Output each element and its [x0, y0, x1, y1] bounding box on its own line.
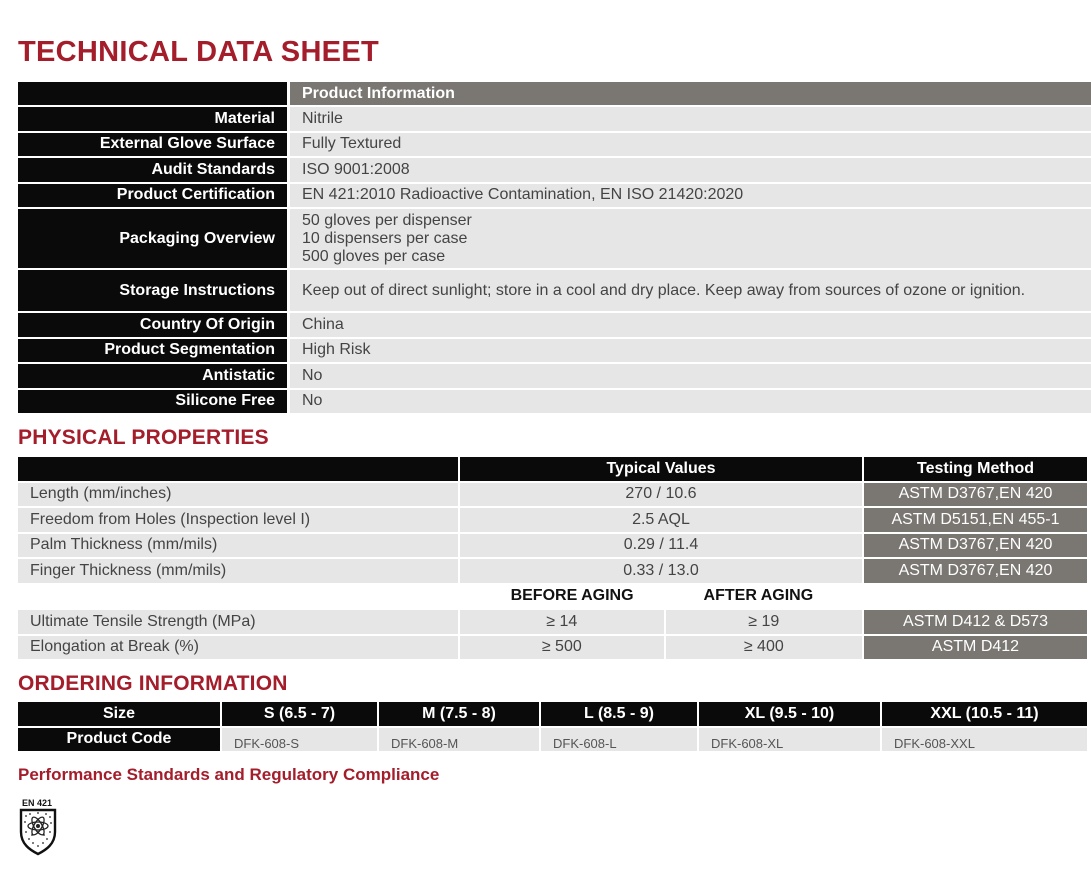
info-label: Material: [18, 107, 287, 131]
info-value: Fully Textured: [290, 133, 1091, 157]
after-value: ≥ 19: [666, 610, 862, 634]
size-row: [18, 702, 1087, 726]
size-cell: XL (9.5 - 10): [699, 702, 880, 726]
property-name: Palm Thickness (mm/mils): [18, 534, 458, 558]
testing-method-header: Testing Method: [864, 457, 1087, 481]
info-label: Product Segmentation: [18, 339, 287, 363]
property-row: [18, 483, 1087, 507]
ordering-information-title: ORDERING INFORMATION: [18, 672, 288, 695]
info-label: Silicone Free: [18, 390, 287, 414]
property-row: [18, 534, 1087, 558]
property-value: 2.5 AQL: [460, 508, 862, 532]
product-info-header-row: [18, 82, 1091, 105]
info-value: No: [290, 364, 1091, 388]
product-info-header: Product Information: [290, 82, 1091, 105]
info-value: ISO 9001:2008: [290, 158, 1091, 182]
info-value: Keep out of direct sunlight; store in a cool and dry place. Keep away from sources of ozone or ignition.: [290, 270, 1091, 311]
property-method: ASTM D412 & D573: [864, 610, 1087, 634]
info-row: [18, 364, 1091, 388]
property-name: Freedom from Holes (Inspection level I): [18, 508, 458, 532]
property-name: Elongation at Break (%): [18, 636, 458, 660]
product-code-cell: DFK-608-M: [379, 728, 539, 752]
info-row: [18, 390, 1091, 414]
info-label: Audit Standards: [18, 158, 287, 182]
property-value: 0.33 / 13.0: [460, 559, 862, 583]
info-row: [18, 158, 1091, 182]
info-row: [18, 313, 1091, 337]
ordering-table: [16, 700, 1089, 753]
product-code-label: Product Code: [18, 728, 220, 752]
badge-label: EN 421: [21, 798, 53, 808]
info-label: Product Certification: [18, 184, 287, 208]
en421-badge: [18, 798, 60, 861]
size-cell: XXL (10.5 - 11): [882, 702, 1087, 726]
before-value: ≥ 14: [460, 610, 664, 634]
property-value: 0.29 / 11.4: [460, 534, 862, 558]
info-label: Antistatic: [18, 364, 287, 388]
radioactive-contamination-shield-icon: [18, 808, 58, 856]
aging-row: [18, 610, 1087, 634]
product-code-row: [18, 728, 1087, 752]
before-aging-header: BEFORE AGING: [460, 585, 664, 609]
property-name: Length (mm/inches): [18, 483, 458, 507]
after-aging-header: AFTER AGING: [666, 585, 862, 609]
info-value: No: [290, 390, 1091, 414]
physical-properties-title: PHYSICAL PROPERTIES: [18, 426, 269, 449]
size-cell: S (6.5 - 7): [222, 702, 377, 726]
property-row: [18, 508, 1087, 532]
product-info-table: [18, 80, 1091, 415]
typical-values-header: Typical Values: [460, 457, 862, 481]
info-label: Country Of Origin: [18, 313, 287, 337]
after-value: ≥ 400: [666, 636, 862, 660]
size-label: Size: [18, 702, 220, 726]
property-method: ASTM D3767,EN 420: [864, 534, 1087, 558]
physical-header-row: [18, 457, 1087, 481]
info-value: Nitrile: [290, 107, 1091, 131]
product-code-cell: DFK-608-XL: [699, 728, 880, 752]
info-row: [18, 339, 1091, 363]
property-header-blank: [18, 457, 458, 481]
product-code-cell: DFK-608-L: [541, 728, 697, 752]
size-cell: L (8.5 - 9): [541, 702, 697, 726]
info-value: 50 gloves per dispenser 10 dispensers per case 500 gloves per case: [290, 209, 1091, 268]
before-value: ≥ 500: [460, 636, 664, 660]
physical-properties-table: [16, 455, 1089, 661]
info-value: High Risk: [290, 339, 1091, 363]
info-row: [18, 133, 1091, 157]
info-row: [18, 270, 1091, 311]
info-label: Packaging Overview: [18, 209, 287, 268]
property-name: Ultimate Tensile Strength (MPa): [18, 610, 458, 634]
info-row: [18, 209, 1091, 268]
header-blank-cell: [18, 82, 287, 105]
property-row: [18, 559, 1087, 583]
info-value: EN 421:2010 Radioactive Contamination, EN ISO 21420:2020: [290, 184, 1091, 208]
info-row: [18, 107, 1091, 131]
property-method: ASTM D412: [864, 636, 1087, 660]
property-name: Finger Thickness (mm/mils): [18, 559, 458, 583]
compliance-title: Performance Standards and Regulatory Compliance: [18, 765, 440, 784]
property-method: ASTM D3767,EN 420: [864, 483, 1087, 507]
info-label: External Glove Surface: [18, 133, 287, 157]
product-code-cell: DFK-608-XXL: [882, 728, 1087, 752]
property-value: 270 / 10.6: [460, 483, 862, 507]
info-value: China: [290, 313, 1091, 337]
property-method: ASTM D3767,EN 420: [864, 559, 1087, 583]
page-title: TECHNICAL DATA SHEET: [18, 36, 379, 68]
info-row: [18, 184, 1091, 208]
size-cell: M (7.5 - 8): [379, 702, 539, 726]
aging-row: [18, 636, 1087, 660]
info-label: Storage Instructions: [18, 270, 287, 311]
property-method: ASTM D5151,EN 455-1: [864, 508, 1087, 532]
product-code-cell: DFK-608-S: [222, 728, 377, 752]
aging-header-row: [18, 585, 1087, 609]
